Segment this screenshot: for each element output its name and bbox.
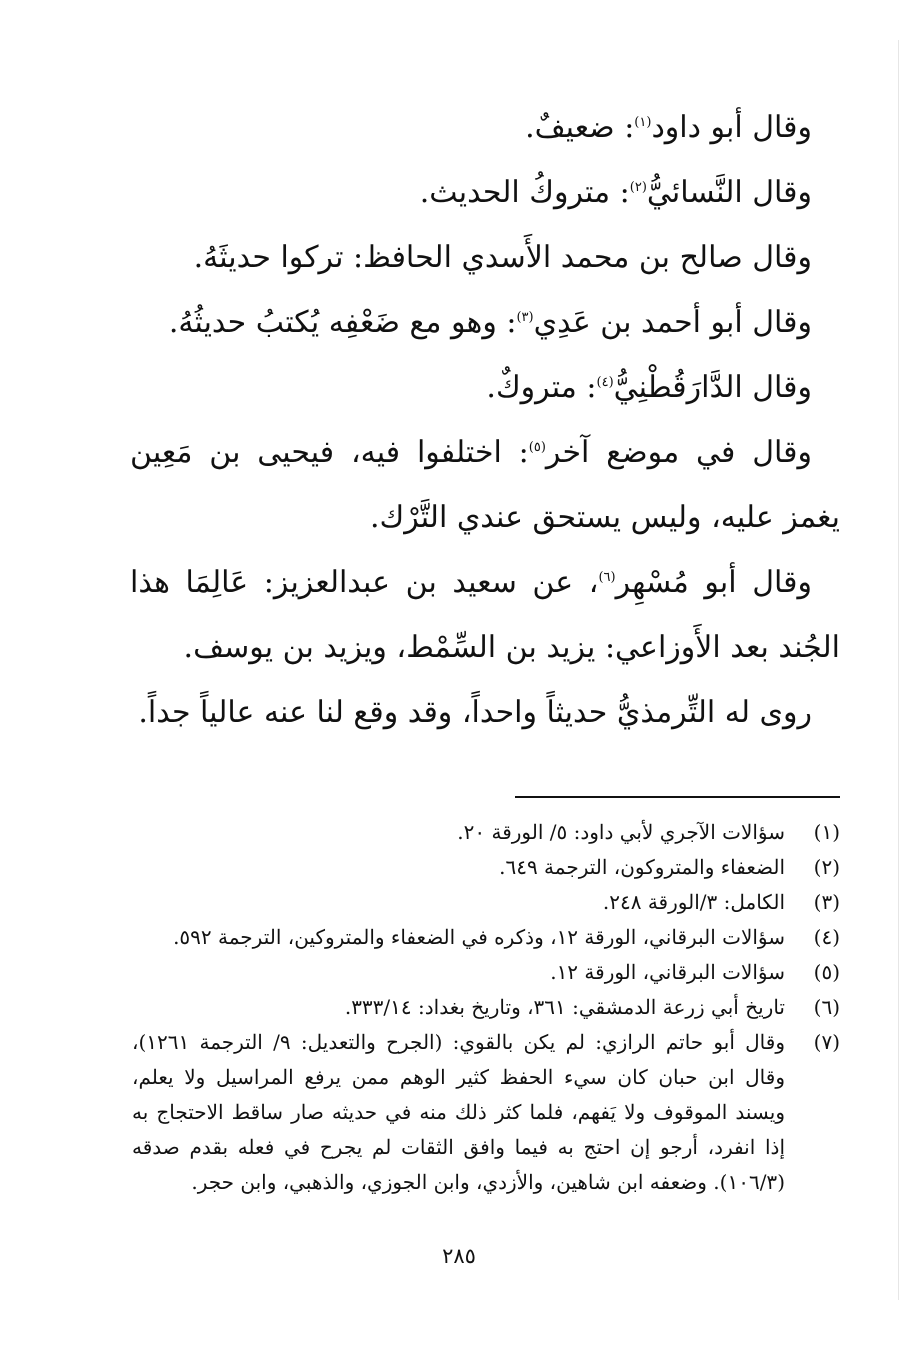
paragraph-7: وقال أبو مُسْهِر$^{(٦)}$، عن سعيد بن عبدالعزيز: عَالِمَا هذا الجُند بعد الأَوزاعي: يزيد بن السِّمْط، ويزيد بن يوسف.: [130, 565, 840, 665]
paragraph-2: وقال النَّسائيُّ$^{(٢)}$: متروكُ الحديث.: [419, 175, 812, 210]
footnote-number: (١): [813, 820, 840, 844]
footnote-text: وقال أبو حاتم الرازي: لم يكن بالقوي: (الجرح والتعديل: ٩/ الترجمة ١٢٦١)، وقال ابن حبان كان سيء الحفظ كثير الوهم ممن يرفع المراسيل ولا يعلم، ويسند الموقوف ولا يَفهم، فلما كثر ذلك منه في حديثه صار ساقط الاحتجاج به إذا انفرد، أرجو إن احتج به فيما وافق الثقات لم يجرح في فعله بقدم صدقه (١٠٦/٣). وضعفه ابن شاهين، والأزدي، وابن الجوزي، والذهبي، وابن حجر.: [132, 1030, 785, 1194]
footnote-number: (٧): [813, 1030, 840, 1054]
footnote-1: [132, 815, 840, 850]
paragraph-6: وقال في موضع آخر$^{(٥)}$: اختلفوا فيه، فيحيى بن مَعِين يغمز عليه، وليس يستحق عندي التَّرْك.: [130, 435, 840, 535]
footnote-4: [132, 920, 840, 955]
paragraph-8: روى له التِّرمذيُّ حديثاً واحداً، وقد وقع لنا عنه عالياً جداً.: [138, 695, 812, 730]
footnote-6: [132, 990, 840, 1025]
footnote-text: سؤالات الآجري لأبي داود: ٥/ الورقة ٢٠.: [457, 820, 785, 844]
footnote-number: (٤): [813, 925, 840, 949]
footnote-5: [132, 955, 840, 990]
footnote-marker-6: (٦): [598, 570, 616, 585]
main-text: [130, 95, 840, 745]
paragraph-5: وقال الدَّارَقُطْنِيُّ$^{(٤)}$: متروكٌ.: [486, 370, 812, 405]
footnotes: [132, 815, 840, 1200]
footnote-7: [132, 1025, 840, 1200]
footnote-marker-2: (٢): [629, 180, 647, 195]
page-edge-line: [898, 40, 899, 1300]
footnote-marker-3: (٣): [516, 310, 534, 325]
footnote-2: [132, 850, 840, 885]
footnote-text: الضعفاء والمتروكون، الترجمة ٦٤٩.: [499, 855, 785, 879]
footnote-marker-1: (١): [634, 115, 652, 130]
footnote-3: [132, 885, 840, 920]
footnote-number: (٢): [813, 855, 840, 879]
paragraph-3: وقال صالح بن محمد الأَسدي الحافظ: تركوا حديثَهُ.: [193, 240, 812, 275]
footnote-number: (٣): [813, 890, 840, 914]
page-number: ٢٨٥: [442, 1244, 476, 1268]
footnote-separator: [515, 796, 840, 798]
paragraph-4: وقال أبو أحمد بن عَدِي$^{(٣)}$: وهو مع ضَعْفِه يُكتبُ حديثُهُ.: [168, 305, 812, 340]
footnote-number: (٦): [813, 995, 840, 1019]
footnote-text: سؤالات البرقاني، الورقة ١٢، وذكره في الضعفاء والمتروكين، الترجمة ٥٩٢.: [173, 925, 785, 949]
footnote-text: الكامل: ٣/الورقة ٢٤٨.: [602, 890, 785, 914]
footnote-marker-5: (٥): [528, 440, 546, 455]
footnote-marker-4: (٤): [596, 375, 614, 390]
footnote-text: سؤالات البرقاني، الورقة ١٢.: [550, 960, 785, 984]
footnote-number: (٥): [813, 960, 840, 984]
paragraph-1: وقال أبو داود$^{(١)}$: ضعيفٌ.: [525, 110, 812, 145]
footnote-text: تاريخ أبي زرعة الدمشقي: ٣٦١، وتاريخ بغداد: ٣٣٣/١٤.: [344, 995, 785, 1019]
